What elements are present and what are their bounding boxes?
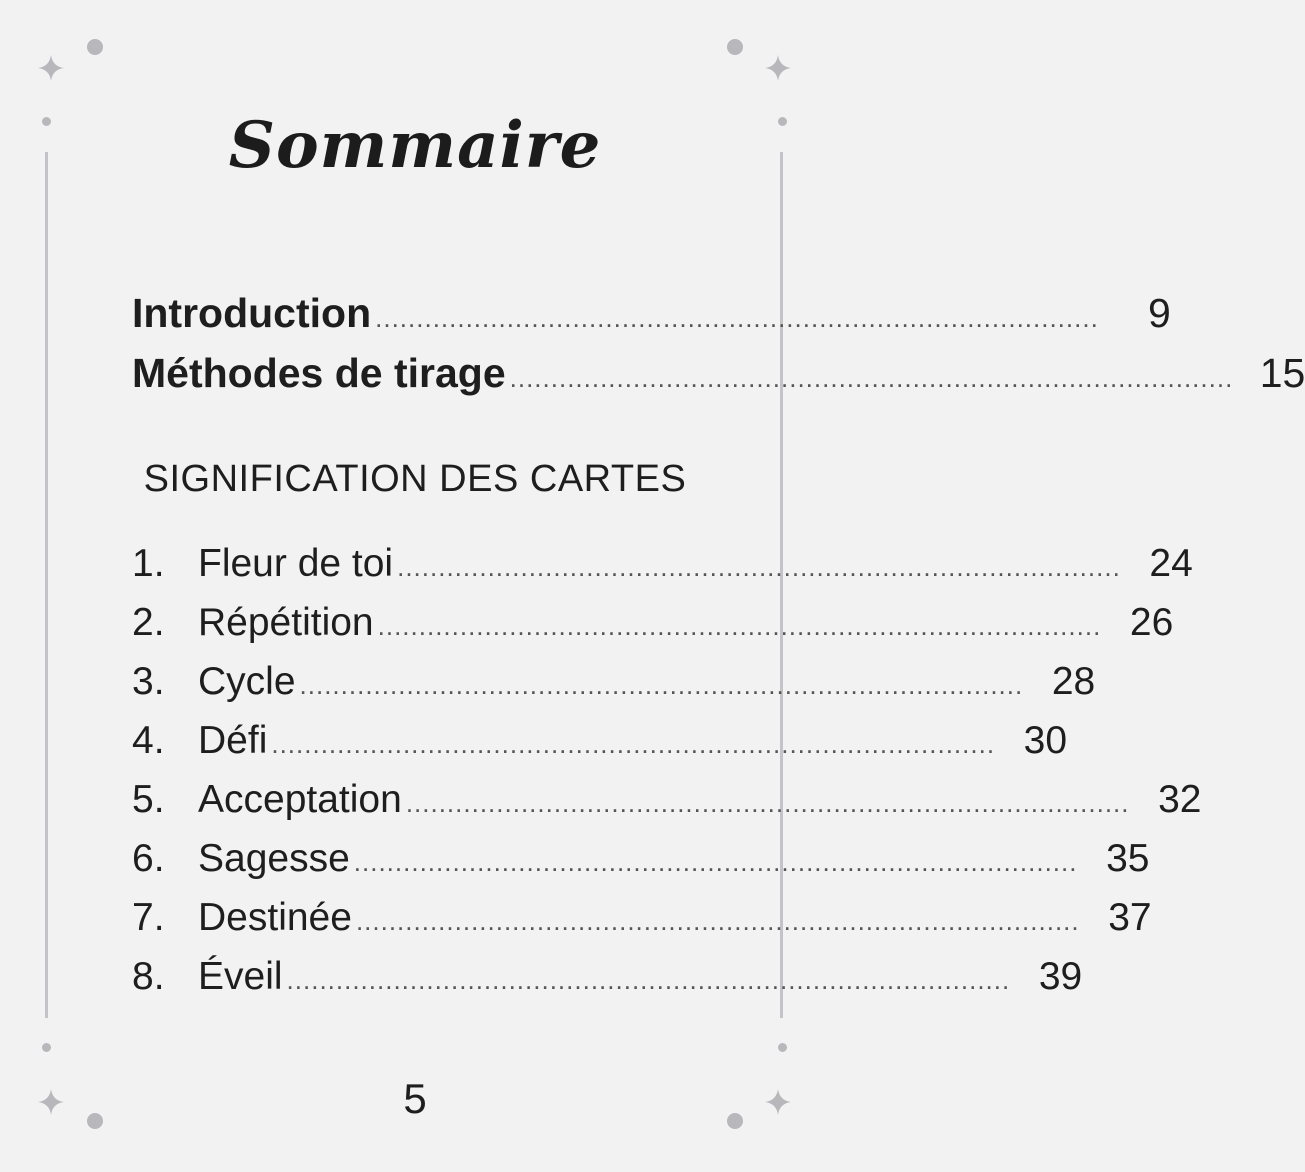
card-number: 7. [132, 896, 165, 939]
toc-card-entry[interactable] [132, 601, 1174, 645]
card-page: 26 [1129, 601, 1174, 644]
toc-entry-label: Méthodes de tirage [132, 350, 506, 396]
toc-entry-label: Introduction [132, 290, 372, 336]
dot-leader: ........................................................................................ [509, 363, 1234, 393]
toc-card-entry[interactable] [132, 955, 1083, 999]
dot-leader: ........................................................................................ [271, 729, 996, 759]
card-number: 5. [132, 778, 165, 821]
card-page: 37 [1108, 896, 1152, 939]
toc-entry-introduction[interactable] [132, 290, 1171, 337]
card-label: Répétition [198, 601, 374, 644]
card-page: 28 [1051, 660, 1096, 703]
card-label: Sagesse [198, 837, 350, 880]
right-border-line [780, 152, 783, 1018]
toc-card-entry[interactable] [132, 896, 1152, 940]
toc-entry-page: 9 [1148, 290, 1171, 336]
card-number: 4. [132, 719, 165, 762]
dot-leader: ........................................................................................ [397, 552, 1121, 582]
toc-card-entry[interactable] [132, 719, 1068, 763]
card-number: 3. [132, 660, 165, 703]
dot-ornament [727, 39, 743, 55]
sparkle-icon [38, 55, 64, 81]
dot-ornament [42, 1043, 51, 1052]
card-label: Cycle [198, 660, 296, 703]
card-number: 6. [132, 837, 165, 880]
card-label: Acceptation [198, 778, 402, 821]
dot-leader: ........................................................................................ [377, 611, 1102, 641]
card-number: 2. [132, 601, 165, 644]
toc-card-entry[interactable] [132, 542, 1193, 586]
toc-entry-page: 15 [1259, 350, 1305, 396]
card-label: Destinée [198, 896, 352, 939]
dot-leader: ........................................................................................ [405, 788, 1130, 818]
dot-leader: ........................................................................................ [299, 670, 1024, 700]
section-heading: SIGNIFICATION DES CARTES [143, 458, 687, 500]
dot-leader: ........................................................................................ [353, 847, 1078, 877]
card-label: Fleur de toi [198, 542, 394, 585]
dot-leader: ........................................................................................ [375, 303, 1099, 333]
card-label: Défi [198, 719, 268, 762]
toc-entry-methodes[interactable] [132, 350, 1305, 397]
dot-ornament [87, 39, 103, 55]
card-page: 35 [1106, 837, 1150, 880]
card-page: 32 [1158, 778, 1202, 821]
toc-card-entry[interactable] [132, 660, 1096, 704]
page-title: Sommaire [228, 108, 602, 183]
card-label: Éveil [198, 955, 283, 998]
page-number: 5 [403, 1075, 427, 1122]
toc-card-entry[interactable] [132, 837, 1150, 881]
left-border-line [45, 152, 48, 1018]
toc-card-entry[interactable] [132, 778, 1202, 822]
card-number: 1. [132, 542, 165, 585]
card-number: 8. [132, 955, 165, 998]
card-page: 24 [1149, 542, 1193, 585]
sparkle-icon [765, 55, 791, 81]
dot-leader: ........................................................................................ [355, 906, 1080, 936]
dot-ornament [778, 1043, 787, 1052]
dot-leader: ........................................................................................ [286, 965, 1011, 995]
card-page: 30 [1023, 719, 1068, 762]
card-page: 39 [1038, 955, 1083, 998]
